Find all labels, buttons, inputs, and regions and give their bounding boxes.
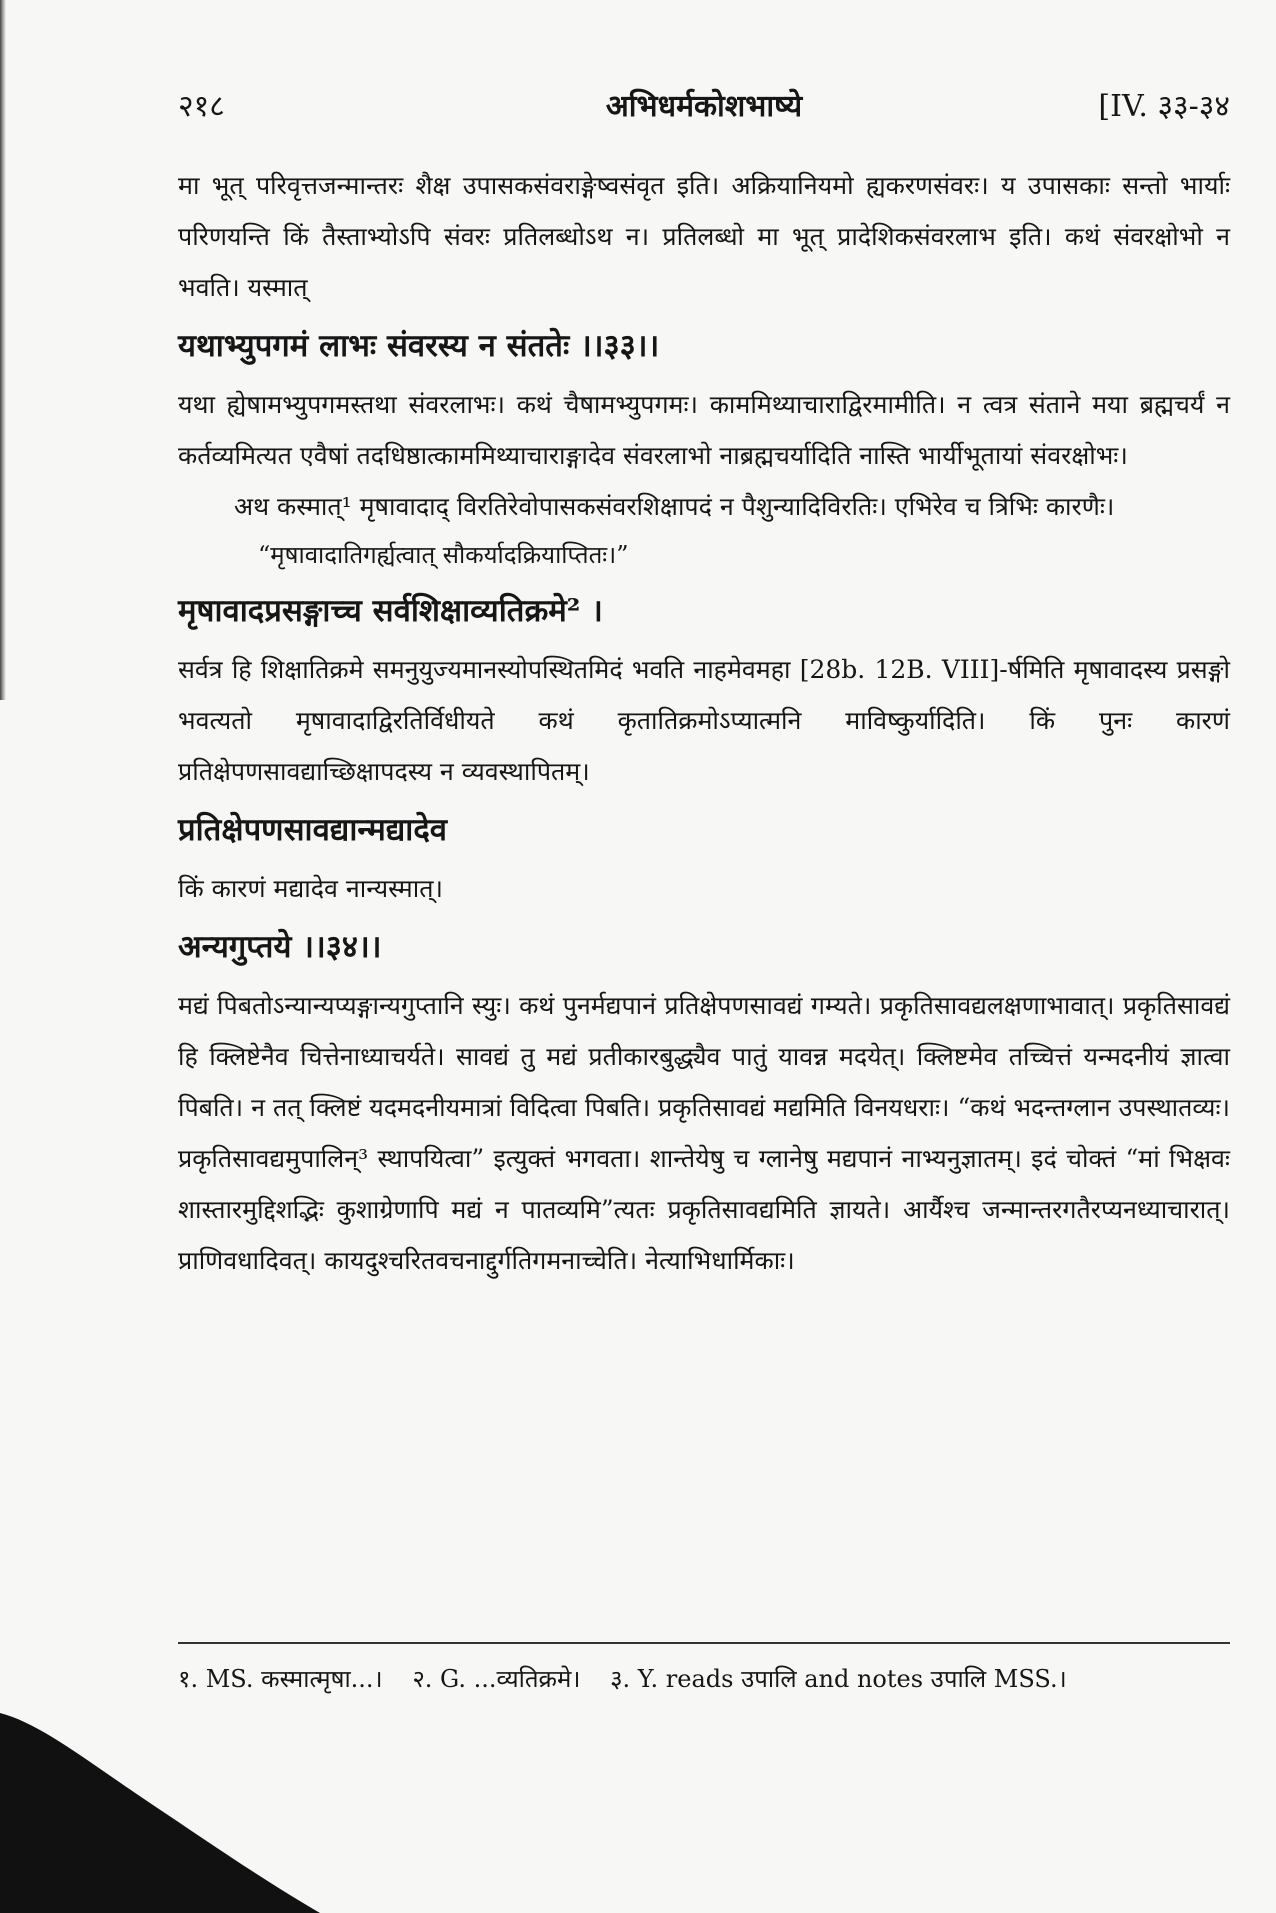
karika-verse: अन्यगुप्तये ।।३४।। bbox=[178, 929, 382, 965]
commentary-paragraph: अथ कस्मात्¹ मृषावादाद् विरतिरेवोपासकसंवरशिक्षापदं न पैशुन्यादिविरतिः। एभिरेव च त्रिभिः कारणैः। bbox=[234, 492, 1115, 521]
commentary-paragraph: मद्यं पिबतोऽन्यान्यप्यङ्गान्यगुप्तानि स्युः। कथं पुनर्मद्यपानं प्रतिक्षेपणसावद्यं गम्यते। प्रकृतिसावद्यलक्षणाभावात्। प्रकृतिसावद्यं हि क्लिष्टेनैव चित्तेनाध्याचर्यते। सावद्यं तु मद्यं प्रतीकारबुद्ध्यैव पातुं यावन्न मदयेत्। क्लिष्टमेव तच्चित्तं यन्मदनीयं ज्ञात्वा पिबति। न तत् क्लिष्टं यदमदनीयमात्रां विदित्वा पिबति। प्रकृतिसावद्यं मद्यमिति विनयधराः। “कथं भदन्तग्लान उपस्थातव्यः। प्रकृतिसावद्यमुपालिन्³ स्थापयित्वा” इत्युक्तं भगवता। शान्तेयेषु च ग्लानेषु मद्यपानं नाभ्यनुज्ञातम्। इदं चोक्तं “मां भिक्षवः शास्तारमुद्दिशद्भिः कुशाग्रेणापि मद्यं न पातव्यमि”त्यतः प्रकृतिसावद्यमिति ज्ञायते। आर्यैश्च जन्मान्तरगतैरप्यनध्याचारात्। प्राणिवधादिवत्। कायदुश्चरितवचनाद्दुर्गतिगमनाच्चेति। नेत्याभिधार्मिकाः। bbox=[178, 991, 1230, 1275]
karika-verse: मृषावादप्रसङ्गाच्च सर्वशिक्षाव्यतिक्रमे² । bbox=[178, 593, 603, 629]
running-title: अभिधर्मकोशभाष्ये bbox=[605, 89, 803, 124]
footnote-1: १. MS. कस्मात्मृषा...। bbox=[178, 1665, 383, 1693]
karika-verse: प्रतिक्षेपणसावद्यान्मद्यादेव bbox=[178, 812, 448, 848]
footnote-3: ३. Y. reads उपालि and notes उपालि MSS.। bbox=[610, 1665, 1067, 1693]
scan-edge bbox=[0, 0, 6, 700]
commentary-paragraph: मा भूत् परिवृत्तजन्मान्तरः शैक्ष उपासकसंवराङ्गेष्वसंवृत इति। अक्रियानियमो ह्यकरणसंवरः। य उपासकाः सन्तो भार्याः परिणयन्ति किं तैस्ताभ्योऽपि संवरः प्रतिलब्धोऽथ न। प्रतिलब्धो मा भूत् प्रादेशिकसंवरलाभ इति। कथं संवरक्षोभो न भवति। यस्मात् bbox=[178, 171, 1230, 302]
page-body bbox=[178, 160, 1230, 1286]
commentary-paragraph: किं कारणं मद्यादेव नान्यस्मात्। bbox=[178, 874, 443, 903]
commentary-paragraph: सर्वत्र हि शिक्षातिक्रमे समनुयुज्यमानस्योपस्थितमिदं भवति नाहमेवमहा [28b. 12B. VIII]-र्षमिति मृषावादस्य प्रसङ्गो भवत्यतो मृषावादाद्विरतिर्विधीयते कथं कृतातिक्रमोऽप्यात्मनि माविष्कुर्यादिति। किं पुनः कारणं प्रतिक्षेपणसावद्याच्छिक्षापदस्य न व्यवस्थापितम्। bbox=[178, 655, 1230, 786]
verse-reference: [IV. ३३-३४ bbox=[1098, 89, 1230, 124]
page-header bbox=[178, 84, 1230, 128]
karika-verse: यथाभ्युपगमं लाभः संवरस्य न संततेः ।।३३।। bbox=[178, 328, 660, 364]
quoted-verse: “मृषावादातिगर्ह्यत्वात् सौकर्यादक्रियाप्तितः।” bbox=[258, 541, 629, 569]
page-number: २१८ bbox=[178, 89, 225, 124]
scan-shadow bbox=[0, 1653, 320, 1913]
footnote-2: २. G. ...व्यतिक्रमे। bbox=[412, 1665, 581, 1693]
footnote-rule bbox=[178, 1642, 1230, 1644]
commentary-paragraph: यथा ह्येषामभ्युपगमस्तथा संवरलाभः। कथं चैषामभ्युपगमः। काममिथ्याचाराद्विरमामीति। न त्वत्र संताने मया ब्रह्मचर्यं न कर्तव्यमित्यत एवैषां तदधिष्ठात्काममिथ्याचाराङ्गादेव संवरलाभो नाब्रह्मचर्यादिति नास्ति भार्यीभूतायां संवरक्षोभः। bbox=[178, 390, 1230, 470]
footnotes bbox=[178, 1660, 1230, 1698]
